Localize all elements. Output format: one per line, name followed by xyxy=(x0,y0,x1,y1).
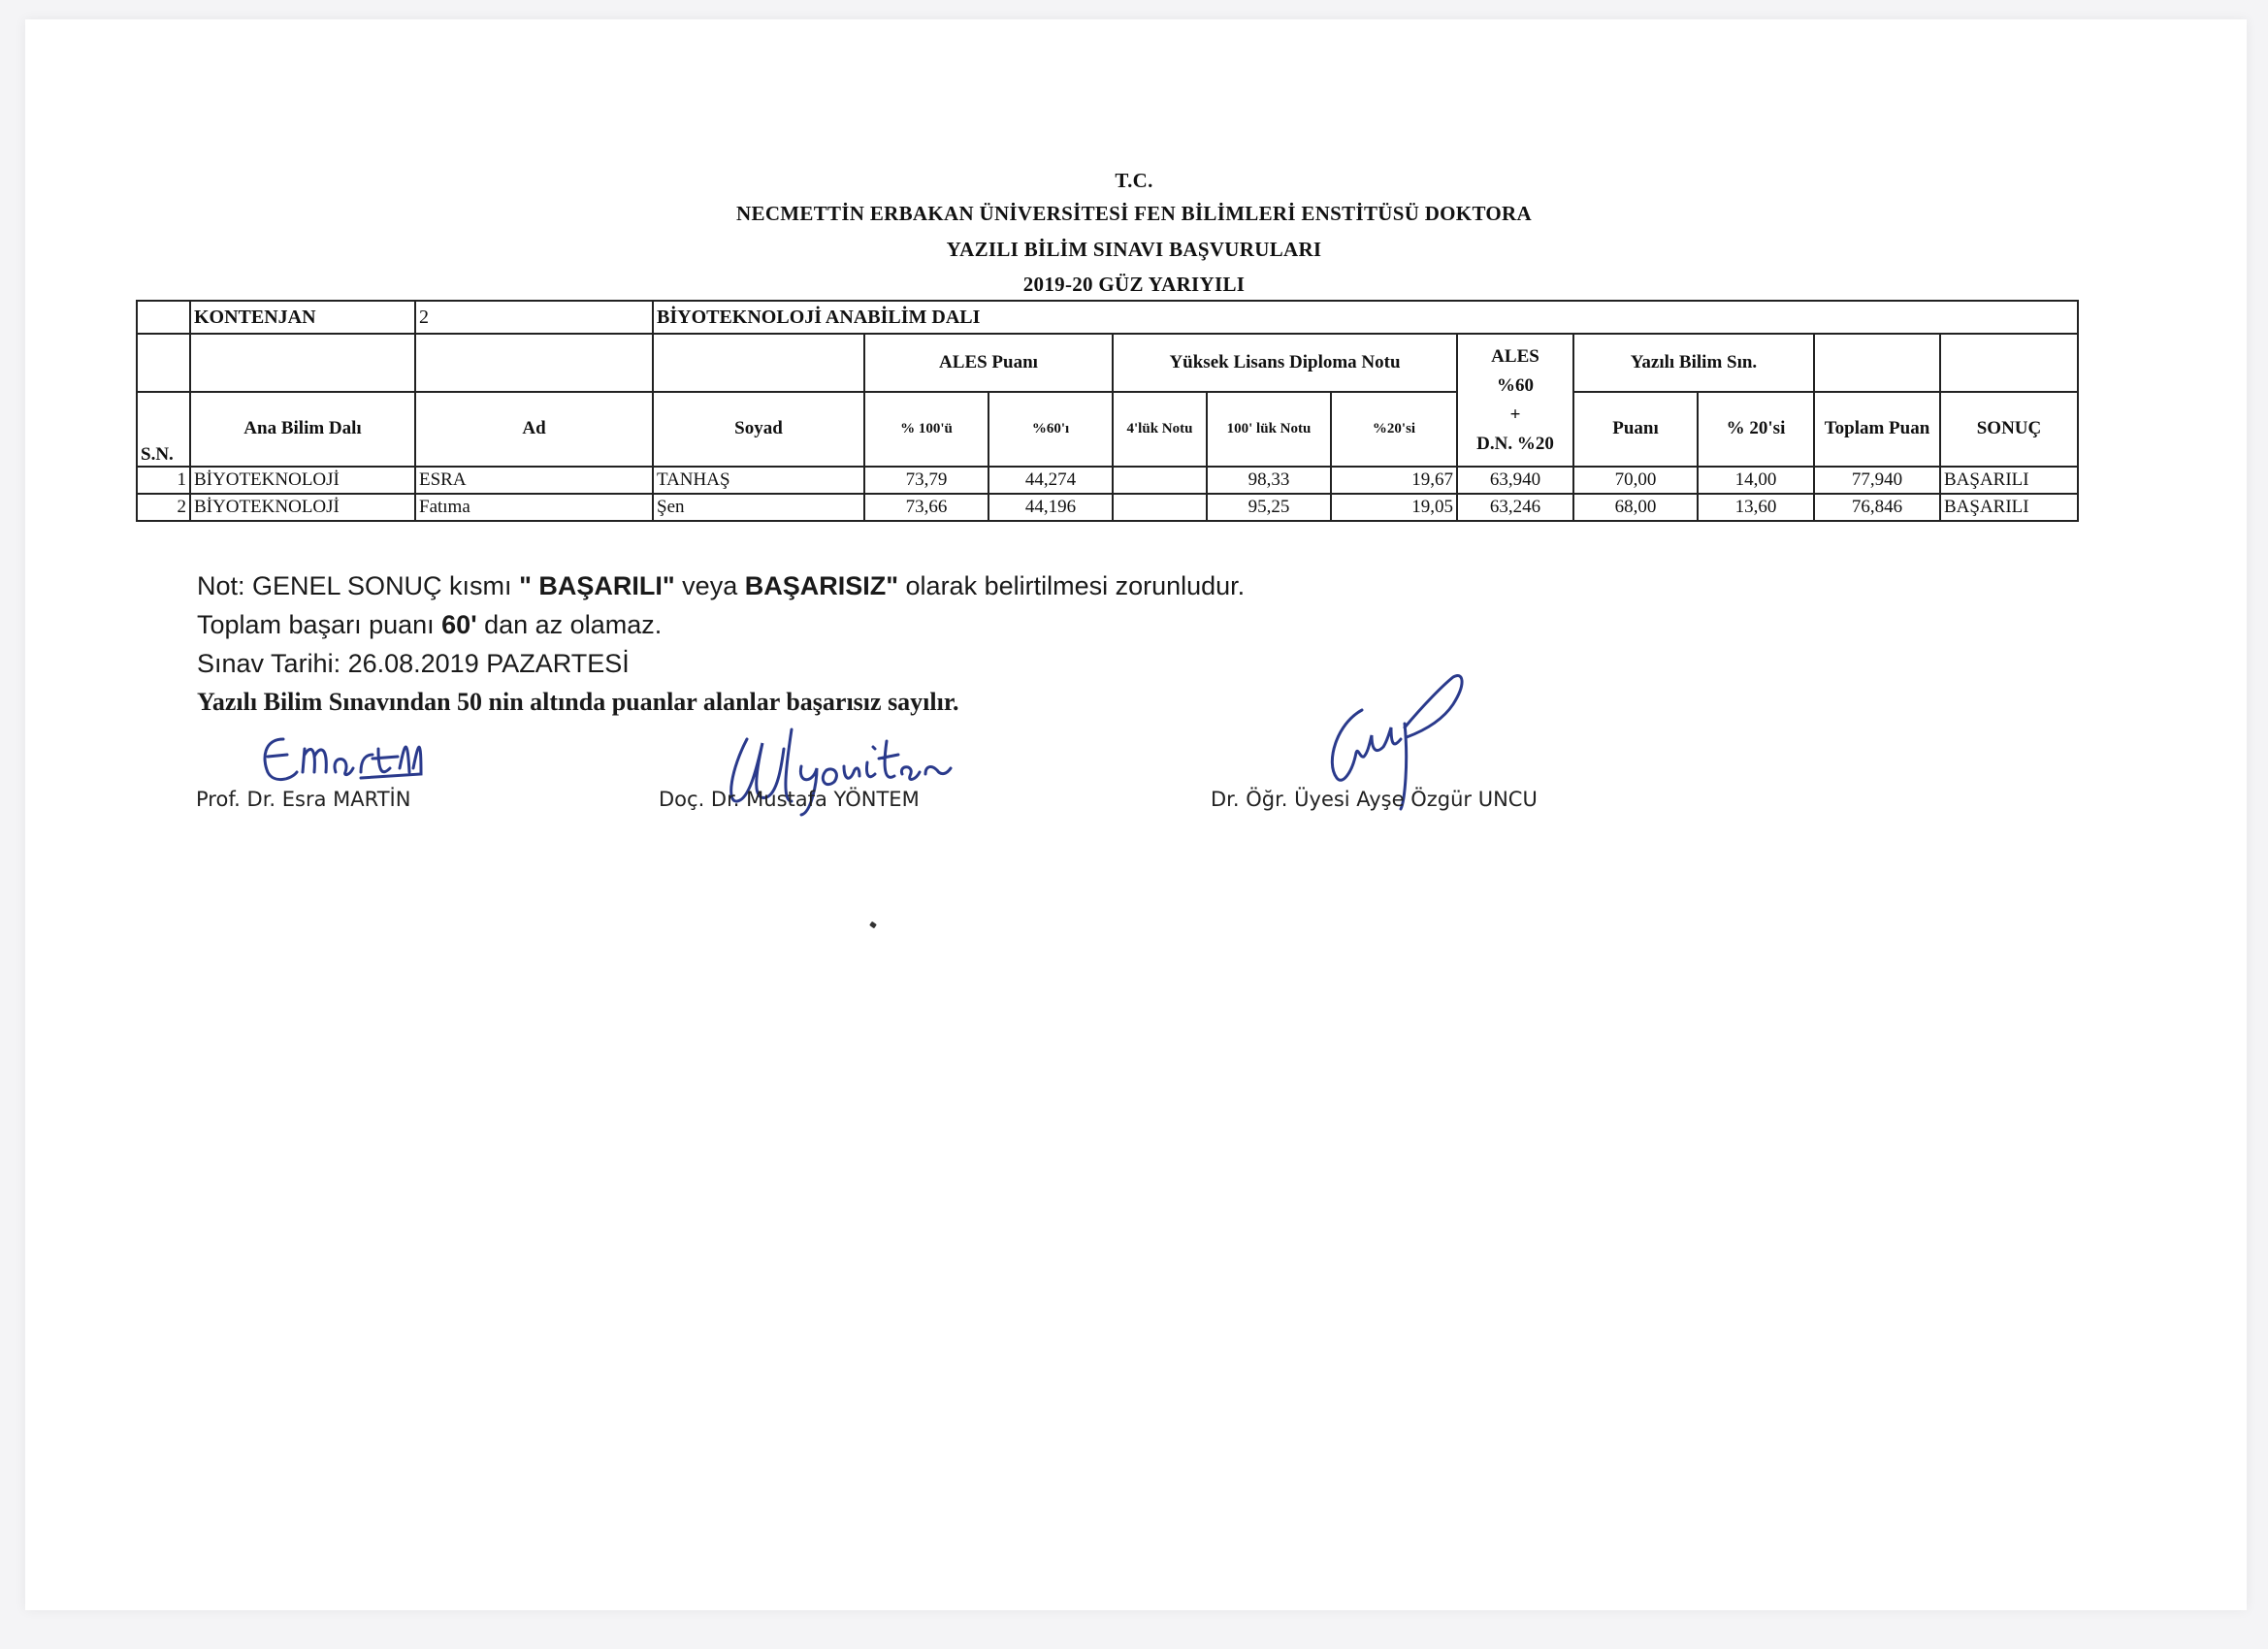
col-total: Toplam Puan xyxy=(1814,392,1940,467)
cell-surname: Şen xyxy=(653,494,864,521)
note-text: veya xyxy=(674,571,745,600)
note-text: Toplam başarı puanı xyxy=(197,610,442,639)
note-emphasis: BAŞARISIZ" xyxy=(744,571,899,600)
header-semester: 2019-20 GÜZ YARIYILI xyxy=(1022,273,1246,296)
cell-sn: 1 xyxy=(137,467,190,494)
cell-written-20: 14,00 xyxy=(1698,467,1814,494)
department-title: BİYOTEKNOLOJİ ANABİLİM DALI xyxy=(653,301,2078,334)
results-table xyxy=(136,300,2079,522)
note-emphasis: " BAŞARILI" xyxy=(519,571,675,600)
note-line-fail-rule: Yazılı Bilim Sınavından 50 nin altında puanlar alanlar başarısız sayılır. xyxy=(197,688,959,716)
cell-dn-100: 95,25 xyxy=(1207,494,1331,521)
col-first-name: Ad xyxy=(415,392,653,467)
cell-dept: BİYOTEKNOLOJİ xyxy=(190,494,415,521)
cell-ales-100: 73,79 xyxy=(864,467,988,494)
cell-ales-60: 44,274 xyxy=(988,467,1113,494)
cell-dn-4 xyxy=(1113,494,1207,521)
note-emphasis: 60' xyxy=(441,610,477,639)
col-dn-4: 4'lük Notu xyxy=(1113,392,1207,467)
blank-cell xyxy=(1940,334,2078,392)
group-ales-score: ALES Puanı xyxy=(864,334,1113,392)
ales-combo-line: %60 xyxy=(1497,374,1534,396)
quota-value: 2 xyxy=(415,301,653,334)
ales-combo-line: + xyxy=(1509,404,1521,425)
quota-label: KONTENJAN xyxy=(190,301,415,334)
blank-cell xyxy=(653,334,864,392)
note-text: Not: GENEL SONUÇ kısmı xyxy=(197,571,520,600)
col-written-20: % 20'si xyxy=(1698,392,1814,467)
note-text: dan az olamaz. xyxy=(476,610,663,639)
notes-block xyxy=(197,566,1245,722)
table-row xyxy=(137,467,2078,494)
signer-name: Dr. Öğr. Üyesi Ayşe Özgür UNCU xyxy=(1211,788,1538,811)
cell-sn: 2 xyxy=(137,494,190,521)
cell-combo: 63,246 xyxy=(1457,494,1573,521)
cell-result: BAŞARILI xyxy=(1940,467,2078,494)
cell-total: 76,846 xyxy=(1814,494,1940,521)
signer-name: Prof. Dr. Esra MARTİN xyxy=(196,788,411,811)
col-ales-60: %60'ı xyxy=(988,392,1113,467)
cell-dn-20: 19,05 xyxy=(1331,494,1457,521)
table-row xyxy=(137,494,2078,521)
cell-dn-20: 19,67 xyxy=(1331,467,1457,494)
blank-cell xyxy=(1814,334,1940,392)
cell-dn-4 xyxy=(1113,467,1207,494)
col-result: SONUÇ xyxy=(1940,392,2078,467)
cell-ales-60: 44,196 xyxy=(988,494,1113,521)
cell-written-score: 70,00 xyxy=(1573,467,1698,494)
note-line-exam-date: Sınav Tarihi: 26.08.2019 PAZARTESİ xyxy=(197,649,630,678)
col-sn: S.N. xyxy=(137,392,190,467)
group-diploma-grade: Yüksek Lisans Diploma Notu xyxy=(1113,334,1457,392)
note-text: olarak belirtilmesi zorunludur. xyxy=(898,571,1246,600)
ales-combo-line: D.N. %20 xyxy=(1476,433,1554,454)
cell-result: BAŞARILI xyxy=(1940,494,2078,521)
cell-dept: BİYOTEKNOLOJİ xyxy=(190,467,415,494)
col-surname: Soyad xyxy=(653,392,864,467)
col-dn-100: 100' lük Notu xyxy=(1207,392,1331,467)
col-dept: Ana Bilim Dalı xyxy=(190,392,415,467)
note-line-result xyxy=(197,566,1245,605)
header-university: NECMETTİN ERBAKAN ÜNİVERSİTESİ FEN BİLİMLERİ ENSTİTÜSÜ DOKTORA xyxy=(736,202,1532,225)
cell-ales-100: 73,66 xyxy=(864,494,988,521)
signature-martin xyxy=(254,729,448,788)
ales-combined-header xyxy=(1457,334,1573,467)
ales-combo-line: ALES xyxy=(1491,345,1539,367)
blank-cell xyxy=(415,334,653,392)
header-exam: YAZILI BİLİM SINAVI BAŞVURULARI xyxy=(946,238,1322,261)
cell-combo: 63,940 xyxy=(1457,467,1573,494)
note-line-min-score xyxy=(197,605,1245,644)
cell-first-name: ESRA xyxy=(415,467,653,494)
group-written-exam: Yazılı Bilim Sın. xyxy=(1573,334,1814,392)
header-tc: T.C. xyxy=(1115,169,1153,192)
col-ales-100: % 100'ü xyxy=(864,392,988,467)
col-dn-20: %20'si xyxy=(1331,392,1457,467)
col-written-score: Puanı xyxy=(1573,392,1698,467)
cell-written-20: 13,60 xyxy=(1698,494,1814,521)
cell-surname: TANHAŞ xyxy=(653,467,864,494)
table-corner-cell xyxy=(137,301,190,334)
blank-cell xyxy=(137,334,190,392)
cell-first-name: Fatıma xyxy=(415,494,653,521)
signer-name: Doç. Dr. Mustafa YÖNTEM xyxy=(659,788,920,811)
cell-total: 77,940 xyxy=(1814,467,1940,494)
cell-dn-100: 98,33 xyxy=(1207,467,1331,494)
cell-written-score: 68,00 xyxy=(1573,494,1698,521)
blank-cell xyxy=(190,334,415,392)
